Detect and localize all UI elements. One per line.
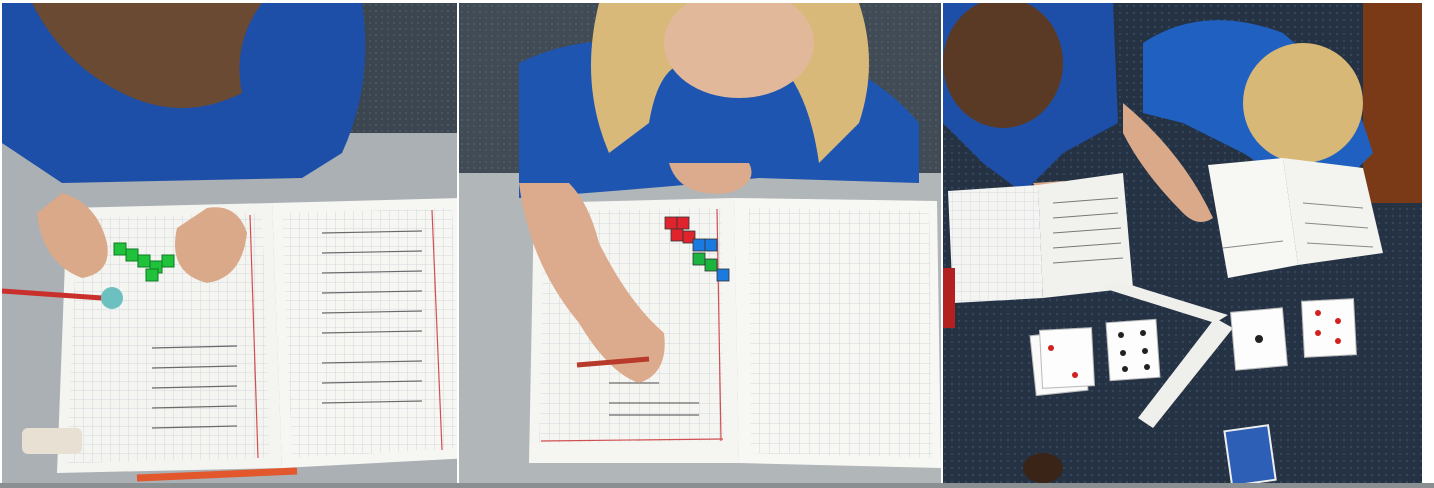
- open-workbook: [57, 198, 457, 473]
- pencil-topper: [101, 287, 123, 309]
- photo-student-green-cubes: [2, 3, 457, 483]
- child-right-hair: [1243, 43, 1363, 163]
- red-box: [943, 268, 955, 328]
- bottom-strip: [0, 483, 1434, 488]
- photo-3-illustration: [943, 3, 1422, 483]
- shoe: [1023, 453, 1063, 483]
- photo-1-illustration: [2, 3, 457, 483]
- bookshelf: [1363, 3, 1422, 203]
- child-left-hair: [943, 3, 1063, 128]
- photo-students-playing-cards: [943, 3, 1422, 483]
- photo-student-colour-cubes: [459, 3, 941, 483]
- card-deck: [1224, 425, 1275, 483]
- photo-2-illustration: [459, 3, 941, 483]
- eraser: [22, 428, 82, 454]
